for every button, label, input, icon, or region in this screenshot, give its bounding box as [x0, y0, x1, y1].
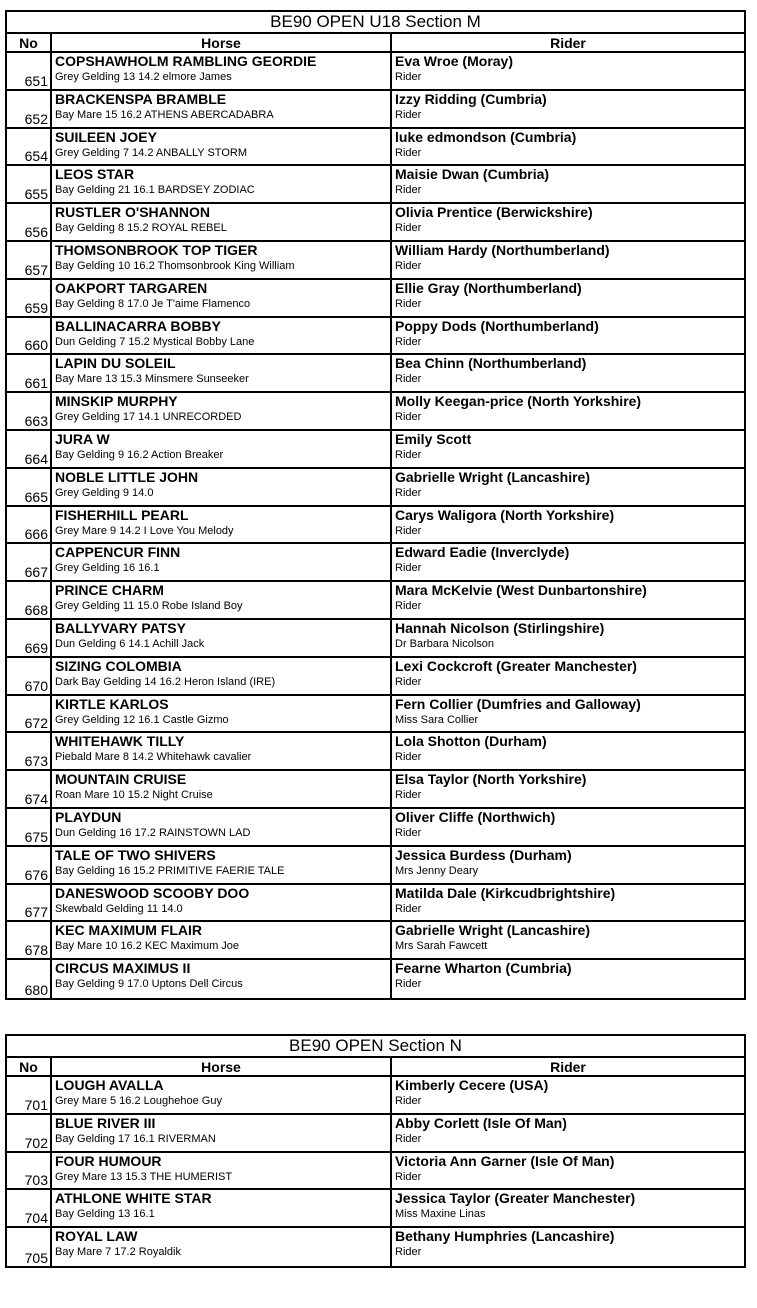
entry-number-cell — [7, 1228, 52, 1266]
horse-detail: Bay Gelding 9 16.2 Action Breaker — [55, 448, 224, 461]
rider-cell — [392, 469, 744, 505]
header-rider: Rider — [550, 35, 586, 51]
horse-detail: Grey Gelding 16 16.1 — [55, 562, 160, 575]
entry-number: 703 — [24, 1172, 48, 1189]
horse-cell — [52, 1190, 392, 1226]
owner-name: Rider — [395, 1095, 422, 1107]
rider-cell — [392, 53, 744, 89]
owner-name: Rider — [395, 259, 422, 272]
section-n-title: BE90 OPEN Section N — [7, 1036, 744, 1058]
rider-cell — [392, 166, 744, 202]
horse-detail: Bay Gelding 17 16.1 RIVERMAN — [55, 1132, 216, 1145]
entry-number-cell — [7, 960, 52, 998]
horse-name: MOUNTAIN CRUISE — [55, 771, 187, 788]
table-row — [7, 771, 744, 809]
horse-cell — [52, 885, 392, 921]
entry-number: 664 — [24, 450, 48, 467]
horse-name: BALLINACARRA BOBBY — [55, 317, 221, 334]
horse-detail: Grey Mare 13 15.3 THE HUMERIST — [55, 1170, 233, 1183]
table-row — [7, 1153, 744, 1191]
table-row — [7, 809, 744, 847]
entry-number: 670 — [24, 677, 48, 694]
rider-name: Victoria Ann Garner (Isle Of Man) — [395, 1152, 615, 1169]
rider-name: Bethany Humphries (Lancashire) — [395, 1228, 615, 1245]
table-row — [7, 885, 744, 923]
horse-name: OAKPORT TARGAREN — [55, 279, 208, 296]
entry-number: 704 — [24, 1210, 48, 1227]
horse-detail: Skewbald Gelding 11 14.0 — [55, 902, 183, 915]
horse-cell — [52, 696, 392, 732]
horse-name: BALLYVARY PATSY — [55, 619, 186, 636]
owner-name: Rider — [395, 71, 422, 83]
entry-number: 668 — [24, 601, 48, 618]
owner-name: Rider — [395, 373, 422, 386]
table-row — [7, 280, 744, 318]
header-rider: Rider — [550, 1059, 586, 1075]
rider-cell — [392, 809, 744, 845]
horse-cell — [52, 355, 392, 391]
entry-number: 660 — [24, 337, 48, 354]
entry-number-cell — [7, 733, 52, 769]
rider-name: Oliver Cliffe (Northwich) — [395, 808, 556, 825]
section-m-rows — [7, 53, 744, 998]
horse-cell — [52, 280, 392, 316]
horse-cell — [52, 1077, 392, 1113]
entry-number-cell — [7, 53, 52, 89]
horse-name: MINSKIP MURPHY — [55, 393, 178, 410]
horse-name: CAPPENCUR FINN — [55, 544, 181, 561]
entry-number: 665 — [24, 488, 48, 505]
table-row — [7, 204, 744, 242]
horse-name: LOUGH AVALLA — [55, 1077, 164, 1093]
owner-name: Dr Barbara Nicolson — [395, 637, 495, 650]
rider-name: Molly Keegan-price (North Yorkshire) — [395, 393, 642, 410]
rider-name: Emily Scott — [395, 430, 472, 447]
entry-number: 680 — [24, 981, 48, 998]
entry-number: 677 — [24, 904, 48, 921]
owner-name: Miss Maxine Linas — [395, 1208, 486, 1221]
horse-cell — [52, 922, 392, 958]
entry-number-cell — [7, 280, 52, 316]
owner-name: Rider — [395, 448, 422, 461]
horse-name: KEC MAXIMUM FLAIR — [55, 922, 202, 939]
rider-cell — [392, 1228, 744, 1266]
horse-detail: Bay Gelding 9 17.0 Uptons Dell Circus — [55, 978, 243, 991]
rider-name: Ellie Gray (Northumberland) — [395, 279, 582, 296]
rider-name: Jessica Burdess (Durham) — [395, 846, 572, 863]
entry-number: 656 — [24, 223, 48, 240]
horse-name: WHITEHAWK TILLY — [55, 733, 185, 750]
owner-name: Miss Sara Collier — [395, 713, 479, 726]
table-row — [7, 1190, 744, 1228]
entry-number-cell — [7, 1153, 52, 1189]
header-no: No — [7, 1058, 52, 1075]
owner-name: Rider — [395, 1132, 422, 1145]
section-m-title: BE90 OPEN U18 Section M — [7, 12, 744, 34]
entry-number: 652 — [24, 110, 48, 127]
table-row — [7, 53, 744, 91]
rider-cell — [392, 544, 744, 580]
entry-number: 672 — [24, 715, 48, 732]
horse-cell — [52, 242, 392, 278]
entry-number-cell — [7, 318, 52, 354]
owner-name: Rider — [395, 562, 422, 575]
horse-detail: Bay Mare 15 16.2 ATHENS ABERCADABRA — [55, 108, 274, 121]
horse-cell — [52, 960, 392, 998]
entry-number: 674 — [24, 790, 48, 807]
entry-number-cell — [7, 204, 52, 240]
owner-name: Rider — [395, 751, 422, 764]
entry-number-cell — [7, 847, 52, 883]
table-row — [7, 847, 744, 885]
entry-number-cell — [7, 393, 52, 429]
entry-number: 669 — [24, 639, 48, 656]
rider-name: Gabrielle Wright (Lancashire) — [395, 468, 591, 485]
section-n-table — [5, 1034, 746, 1268]
entry-number-cell — [7, 129, 52, 165]
owner-name: Rider — [395, 108, 422, 121]
rider-name: Matilda Dale (Kirkcudbrightshire) — [395, 884, 616, 901]
horse-name: FOUR HUMOUR — [55, 1152, 162, 1169]
horse-detail: Bay Gelding 13 16.1 — [55, 1208, 155, 1221]
rider-cell — [392, 91, 744, 127]
horse-detail: Grey Gelding 13 14.2 elmore James — [55, 71, 232, 83]
entry-number: 701 — [24, 1096, 48, 1113]
table-row — [7, 582, 744, 620]
rider-name: Fearne Wharton (Cumbria) — [395, 960, 572, 977]
horse-cell — [52, 469, 392, 505]
horse-detail: Grey Gelding 17 14.1 UNRECORDED — [55, 411, 242, 424]
table-row — [7, 393, 744, 431]
horse-name: SIZING COLOMBIA — [55, 657, 182, 674]
table-row — [7, 91, 744, 129]
horse-detail: Grey Mare 5 16.2 Loughehoe Guy — [55, 1095, 222, 1107]
entry-number-cell — [7, 431, 52, 467]
table-row — [7, 129, 744, 167]
entry-number-cell — [7, 166, 52, 202]
horse-name: CIRCUS MAXIMUS II — [55, 960, 191, 977]
table-row — [7, 620, 744, 658]
rider-cell — [392, 696, 744, 732]
entry-number: 657 — [24, 261, 48, 278]
horse-cell — [52, 91, 392, 127]
horse-detail: Grey Gelding 7 14.2 ANBALLY STORM — [55, 146, 247, 159]
horse-name: SUILEEN JOEY — [55, 128, 157, 145]
rider-name: Jessica Taylor (Greater Manchester) — [395, 1190, 636, 1207]
rider-cell — [392, 355, 744, 391]
rider-name: Lexi Cockcroft (Greater Manchester) — [395, 657, 637, 674]
rider-cell — [392, 733, 744, 769]
horse-detail: Grey Gelding 9 14.0 — [55, 486, 154, 499]
entry-number-cell — [7, 582, 52, 618]
horse-detail: Bay Mare 10 16.2 KEC Maximum Joe — [55, 940, 240, 953]
rider-cell — [392, 507, 744, 543]
owner-name: Rider — [395, 1246, 422, 1259]
entry-number-cell — [7, 1190, 52, 1226]
horse-detail: Bay Gelding 16 15.2 PRIMITIVE FAERIE TALE — [55, 864, 285, 877]
horse-name: NOBLE LITTLE JOHN — [55, 468, 199, 485]
horse-cell — [52, 129, 392, 165]
horse-cell — [52, 53, 392, 89]
rider-name: Maisie Dwan (Cumbria) — [395, 166, 550, 183]
horse-cell — [52, 318, 392, 354]
horse-name: ATHLONE WHITE STAR — [55, 1190, 212, 1207]
table-row — [7, 1115, 744, 1153]
horse-cell — [52, 771, 392, 807]
rider-cell — [392, 771, 744, 807]
section-n-rows — [7, 1077, 744, 1266]
rider-cell — [392, 242, 744, 278]
owner-name: Rider — [395, 675, 422, 688]
horse-name: BRACKENSPA BRAMBLE — [55, 90, 227, 107]
entry-number-cell — [7, 696, 52, 732]
entry-number: 661 — [24, 375, 48, 392]
rider-cell — [392, 204, 744, 240]
entry-number: 651 — [24, 72, 48, 89]
horse-cell — [52, 1228, 392, 1266]
owner-name: Rider — [395, 335, 422, 348]
table-row — [7, 318, 744, 356]
rider-cell — [392, 620, 744, 656]
horse-detail: Grey Gelding 12 16.1 Castle Gizmo — [55, 713, 229, 726]
horse-detail: Dun Gelding 16 17.2 RAINSTOWN LAD — [55, 826, 251, 839]
header-horse: Horse — [52, 1058, 392, 1075]
entry-number: 659 — [24, 299, 48, 316]
horse-cell — [52, 733, 392, 769]
horse-name: PRINCE CHARM — [55, 582, 164, 599]
horse-name: COPSHAWHOLM RAMBLING GEORDIE — [55, 53, 317, 69]
owner-name: Rider — [395, 789, 422, 802]
horse-cell — [52, 431, 392, 467]
table-row — [7, 658, 744, 696]
entry-number-cell — [7, 91, 52, 127]
horse-cell — [52, 1153, 392, 1189]
table-row — [7, 469, 744, 507]
owner-name: Mrs Jenny Deary — [395, 864, 479, 877]
entry-number: 676 — [24, 866, 48, 883]
horse-detail: Roan Mare 10 15.2 Night Cruise — [55, 789, 213, 802]
owner-name: Rider — [395, 902, 422, 915]
horse-detail: Bay Gelding 10 16.2 Thomsonbrook King William — [55, 259, 295, 272]
section-n-header-row — [7, 1058, 744, 1077]
entry-number-cell — [7, 242, 52, 278]
table-row — [7, 960, 744, 998]
entry-number-cell — [7, 658, 52, 694]
rider-cell — [392, 1190, 744, 1226]
rider-cell — [392, 1153, 744, 1189]
table-row — [7, 166, 744, 204]
horse-detail: Grey Mare 9 14.2 I Love You Melody — [55, 524, 234, 537]
owner-name: Rider — [395, 411, 422, 424]
entry-number: 702 — [24, 1134, 48, 1151]
entry-number-cell — [7, 469, 52, 505]
entry-number: 663 — [24, 412, 48, 429]
owner-name: Rider — [395, 184, 422, 197]
table-row — [7, 696, 744, 734]
table-row — [7, 922, 744, 960]
entry-number-cell — [7, 809, 52, 845]
table-row — [7, 733, 744, 771]
horse-detail: Dun Gelding 6 14.1 Achill Jack — [55, 637, 205, 650]
rider-cell — [392, 922, 744, 958]
entry-number: 675 — [24, 828, 48, 845]
horse-detail: Bay Gelding 21 16.1 BARDSEY ZODIAC — [55, 184, 255, 197]
horse-name: PLAYDUN — [55, 808, 122, 825]
entry-number: 654 — [24, 148, 48, 165]
rider-name: Gabrielle Wright (Lancashire) — [395, 922, 591, 939]
rider-name: William Hardy (Northumberland) — [395, 241, 610, 258]
horse-detail: Piebald Mare 8 14.2 Whitehawk cavalier — [55, 751, 252, 764]
rider-name: Izzy Ridding (Cumbria) — [395, 90, 547, 107]
rider-cell — [392, 318, 744, 354]
rider-cell — [392, 885, 744, 921]
entry-number-cell — [7, 1077, 52, 1113]
entry-number: 667 — [24, 564, 48, 581]
entry-number-cell — [7, 771, 52, 807]
horse-cell — [52, 847, 392, 883]
section-m-table — [5, 10, 746, 1000]
table-row — [7, 1228, 744, 1266]
horse-detail: Bay Gelding 8 17.0 Je T'aime Flamenco — [55, 297, 251, 310]
rider-cell — [392, 431, 744, 467]
entry-number-cell — [7, 544, 52, 580]
entry-number: 673 — [24, 753, 48, 770]
horse-name: BLUE RIVER III — [55, 1114, 156, 1131]
horse-detail: Bay Mare 13 15.3 Minsmere Sunseeker — [55, 373, 249, 386]
owner-name: Rider — [395, 297, 422, 310]
rider-cell — [392, 1115, 744, 1151]
table-row — [7, 355, 744, 393]
rider-name: Lola Shotton (Durham) — [395, 733, 547, 750]
owner-name: Rider — [395, 600, 422, 613]
horse-name: KIRTLE KARLOS — [55, 695, 169, 712]
table-row — [7, 431, 744, 469]
rider-cell — [392, 129, 744, 165]
owner-name: Rider — [395, 222, 422, 235]
rider-name: Mara McKelvie (West Dunbartonshire) — [395, 582, 647, 599]
rider-name: Abby Corlett (Isle Of Man) — [395, 1114, 567, 1131]
rider-name: Bea Chinn (Northumberland) — [395, 355, 587, 372]
rider-name: Hannah Nicolson (Stirlingshire) — [395, 619, 605, 636]
rider-cell — [392, 960, 744, 998]
entry-number-cell — [7, 885, 52, 921]
rider-cell — [392, 393, 744, 429]
horse-detail: Grey Gelding 11 15.0 Robe Island Boy — [55, 600, 243, 613]
rider-name: Elsa Taylor (North Yorkshire) — [395, 771, 587, 788]
rider-name: Fern Collier (Dumfries and Galloway) — [395, 695, 641, 712]
rider-cell — [392, 582, 744, 618]
horse-cell — [52, 507, 392, 543]
owner-name: Rider — [395, 978, 422, 991]
entry-number-cell — [7, 355, 52, 391]
entry-number-cell — [7, 922, 52, 958]
rider-name: luke edmondson (Cumbria) — [395, 128, 577, 145]
table-row — [7, 1077, 744, 1115]
horse-name: TALE OF TWO SHIVERS — [55, 846, 216, 863]
rider-name: Kimberly Cecere (USA) — [395, 1077, 549, 1093]
owner-name: Rider — [395, 826, 422, 839]
horse-detail: Dun Gelding 7 15.2 Mystical Bobby Lane — [55, 335, 255, 348]
owner-name: Mrs Sarah Fawcett — [395, 940, 488, 953]
header-horse: Horse — [52, 34, 392, 51]
header-no: No — [7, 34, 52, 51]
rider-cell — [392, 847, 744, 883]
horse-cell — [52, 544, 392, 580]
table-row — [7, 507, 744, 545]
rider-cell — [392, 658, 744, 694]
horse-name: RUSTLER O'SHANNON — [55, 204, 210, 221]
horse-name: FISHERHILL PEARL — [55, 506, 189, 523]
owner-name: Rider — [395, 524, 422, 537]
rider-name: Edward Eadie (Inverclyde) — [395, 544, 570, 561]
entry-number: 678 — [24, 942, 48, 959]
horse-cell — [52, 393, 392, 429]
horse-cell — [52, 1115, 392, 1151]
horse-detail: Dark Bay Gelding 14 16.2 Heron Island (IRE) — [55, 675, 276, 688]
horse-detail: Bay Mare 7 17.2 Royaldik — [55, 1246, 181, 1259]
horse-name: LEOS STAR — [55, 166, 135, 183]
entry-number-cell — [7, 1115, 52, 1151]
entry-number-cell — [7, 620, 52, 656]
horse-cell — [52, 809, 392, 845]
rider-cell — [392, 1077, 744, 1113]
entry-number: 666 — [24, 526, 48, 543]
rider-name: Olivia Prentice (Berwickshire) — [395, 204, 593, 221]
horse-name: THOMSONBROOK TOP TIGER — [55, 241, 258, 258]
owner-name: Rider — [395, 146, 422, 159]
table-row — [7, 242, 744, 280]
horse-cell — [52, 620, 392, 656]
rider-name: Eva Wroe (Moray) — [395, 53, 513, 69]
rider-name: Poppy Dods (Northumberland) — [395, 317, 599, 334]
horse-name: ROYAL LAW — [55, 1228, 138, 1245]
owner-name: Rider — [395, 1170, 422, 1183]
section-m-header-row — [7, 34, 744, 53]
owner-name: Rider — [395, 486, 422, 499]
horse-detail: Bay Gelding 8 15.2 ROYAL REBEL — [55, 222, 227, 235]
entry-number: 705 — [24, 1249, 48, 1266]
horse-name: LAPIN DU SOLEIL — [55, 355, 176, 372]
entry-number: 655 — [24, 186, 48, 203]
horse-name: DANESWOOD SCOOBY DOO — [55, 884, 250, 901]
rider-cell — [392, 280, 744, 316]
horse-cell — [52, 582, 392, 618]
table-row — [7, 544, 744, 582]
horse-name: JURA W — [55, 430, 110, 447]
entry-number-cell — [7, 507, 52, 543]
rider-name: Carys Waligora (North Yorkshire) — [395, 506, 615, 523]
horse-cell — [52, 658, 392, 694]
horse-cell — [52, 204, 392, 240]
horse-cell — [52, 166, 392, 202]
